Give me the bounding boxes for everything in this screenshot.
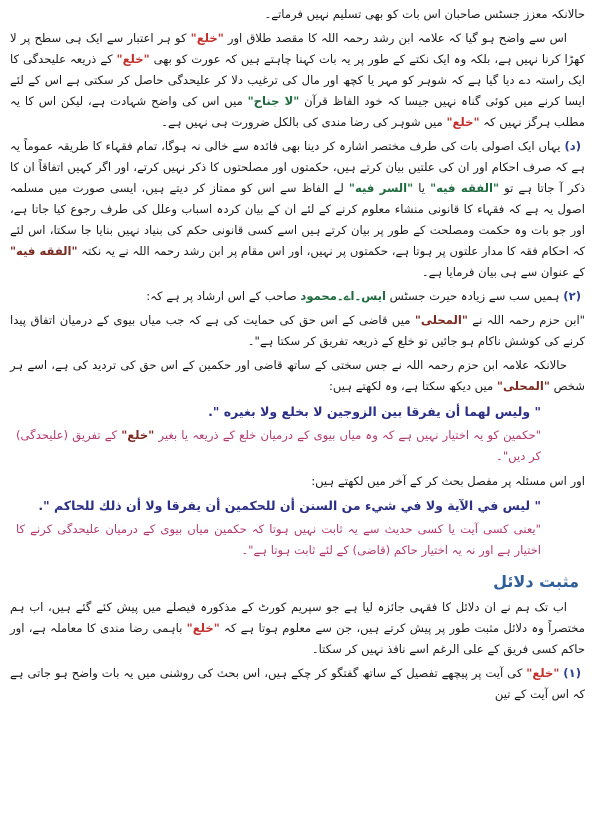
paragraph-ibn-rushd	[10, 28, 585, 133]
khula-term: "خلع"	[446, 115, 480, 129]
paragraph-intro-text: حالانکہ معزز جسٹس صاحبان اس بات کو بھی تسلیم نہیں فرماتے۔	[264, 7, 585, 21]
arabic-term: "الفقه فيه"	[430, 181, 500, 195]
khula-term: "خلع"	[526, 666, 560, 680]
text-segment: اور اس مسئلہ پر مفصل بحث کر کے آخر میں لکھتے ہیں:	[311, 474, 585, 488]
paragraph-principle	[10, 136, 585, 283]
translation-quote-1	[16, 425, 541, 467]
khula-term: "خلع"	[116, 52, 150, 66]
paragraph-ibn-hazm-refutation	[10, 355, 585, 397]
arabic-term: "الفقه فيه"	[10, 244, 78, 258]
paragraph-discussion-lead	[10, 471, 585, 492]
text-segment: "ابن حزم رحمہ اللہ نے	[472, 313, 585, 327]
text-segment: اس سے واضح ہو گیا کہ علامہ ابن رشد رحمہ اللہ کا مقصد طلاق اور	[227, 31, 567, 45]
text-segment: میں اس کی واضح شہادت ہے، لیکن اس کا یہ مطلب ہرگز نہیں کہ	[10, 94, 585, 129]
point-marker: (۱)	[563, 666, 581, 680]
text-segment: کو ہر اعتبار سے ایک ہی سطح پر لا کھڑا کرنا نہیں ہے، بلکہ وہ ایک نکتے کے طور پر یہ بات کہنا چاہتے ہیں کہ عورت کو بھی	[10, 31, 585, 66]
book-title: "المحلی"	[496, 379, 550, 393]
khula-term: "خلع"	[190, 31, 224, 45]
text-segment: اب تک ہم نے ان دلائل کا فقہی جائزہ لیا ہے جو سپریم کورٹ کے مذکورہ فیصلے میں پیش کئے گئے ہیں، اب ہم مختصراً وہ دلائل مثبت طور پر پیش کرتے ہیں، جن سے معلوم ہوتا ہے کہ	[10, 600, 586, 635]
paragraph-intro	[10, 4, 585, 25]
arabic-term: "السر فيه"	[348, 181, 414, 195]
paragraph-ibn-hazm-claim	[10, 310, 585, 352]
text-segment: لے الفاظ سے اس کو ممتاز کر دیتے ہیں، ایسی صورت میں مسلمہ اصول یہ ہے کہ فقہاء کا قانونی منشاء معلوم کرنے کے لئے ان کے بیان کردہ اسباب وعلل کی طرف رجوع کیا جاتا ہے، اور جو بات وہ حکمت ومصلحت کے طور پر بیان کرتے ہیں اسے کسی قانونی حکم کی بنیاد نہیں بنایا جا سکتا، اس لئے کہ احکام فقہ کا مدار علتوں پر ہوتا ہے، حکمتوں پر نہیں، اور اس مقام پر ابن رشد رحمہ اللہ نے یہ نکتہ	[10, 181, 585, 258]
text-segment: ہمیں سب سے زیادہ حیرت جسٹس	[389, 289, 560, 303]
arabic-quote-2: " ليس في الآية ولا في شيء من السنن أن للحكمين أن يفرقا ولا أن ذلك للحاكم ".	[38, 498, 541, 513]
text-segment: حالانکہ علامہ ابن حزم رحمہ اللہ نے جس سختی کے ساتھ قاضی اور حکمین کے اس حق کی تردید کی ہے، اسے ہر شخص	[10, 358, 585, 393]
section-heading: مثبت دلائل	[493, 572, 579, 591]
text-segment: میں قاضی کے اس حق کی حمایت کی ہے کہ جب میاں بیوی کے درمیان اتفاق پیدا کرنے کی کوشش ناکام ہو جائیں تو خلع کے ذریعہ تفریق کر سکتا ہے"۔	[10, 313, 585, 348]
la-junah-term: "لا جناح"	[247, 94, 300, 108]
text-segment: یہاں ایک اصولی بات کی طرف مختصر اشارہ کر دینا بھی فائدہ سے خالی نہ ہوگا، تمام فقہاء کا طریقہ عموماً یہ ہے کہ صرف احکام اور ان کی علتیں بیان کرتے ہیں، حکمتوں اور مصلحتوں کا ذکر نہیں کرتے، اور اگر کہیں اتفاقاً ان کا ذکر آ جاتا ہے تو	[10, 139, 586, 195]
arabic-quote-1: " وليس لهما أن يفرقا بين الزوجين لا بخلع ولا بغيره ".	[208, 404, 541, 419]
khula-term: "خلع"	[186, 621, 220, 635]
text-segment: "حکمین کو یہ اختیار نہیں ہے کہ وہ میاں بیوی کے درمیان خلع کے ذریعہ یا بغیر	[158, 428, 542, 442]
book-title: "المحلی"	[414, 313, 468, 327]
text-segment: میں شوہر کی رضا مندی کی بالکل ضرورت ہی نہیں ہے۔	[161, 115, 443, 129]
text-segment: کے عنوان سے ہی بیان فرمایا ہے۔	[421, 265, 585, 279]
khula-term: "خلع"	[121, 428, 155, 442]
text-segment: صاحب کے اس ارشاد پر ہے کہ:	[146, 289, 297, 303]
point-marker: (۲)	[563, 289, 581, 303]
text-segment: میں دیکھ سکتا ہے، وہ لکھتے ہیں:	[328, 379, 494, 393]
text-segment: باہمی رضا مندی کا معاملہ ہے، اور حاکم کسی فریق کے علی الرغم اسے نافذ نہیں کر سکتا۔	[10, 621, 585, 656]
translation-quote-2: "یعنی کسی آیت یا کسی حدیث سے یہ ثابت نہیں ہوتا کہ حکمین میاں بیوی کے درمیان علیحدگی کرنے کا اختیار ہے اور نہ یہ اختیار حاکم (قاضی) کے لئے ثابت ہوتا ہے"۔	[16, 522, 541, 557]
text-segment: کے تفریق (علیحدگی) کر دیں"۔	[16, 428, 541, 463]
paragraph-verse-discussion	[10, 663, 585, 705]
paragraph-positive-arguments	[10, 597, 585, 660]
paragraph-justice-remark	[10, 286, 585, 307]
text-segment: یا	[418, 181, 425, 195]
point-marker: (د)	[564, 139, 582, 153]
text-segment: کے ذریعہ علیحدگی کا ایک راستہ دے دیا گیا ہے کہ شوہر کو مہر یا کچھ اور مال کی ترغیب دلا کر علیحدگی حاصل کر سکتی ہے اس کے لئے ایسا کرنے میں کوئی گناہ نہیں جیسا کہ خود الفاظ قرآن	[10, 52, 585, 108]
text-segment: کی آیت پر پیچھے تفصیل کے ساتھ گفتگو کر چکے ہیں، اس بحث کی روشنی میں یہ بات واضح ہو جاتی ہے کہ اس آیت کے تین	[10, 666, 585, 701]
justice-name: ایس۔اے۔محمود	[300, 289, 386, 303]
